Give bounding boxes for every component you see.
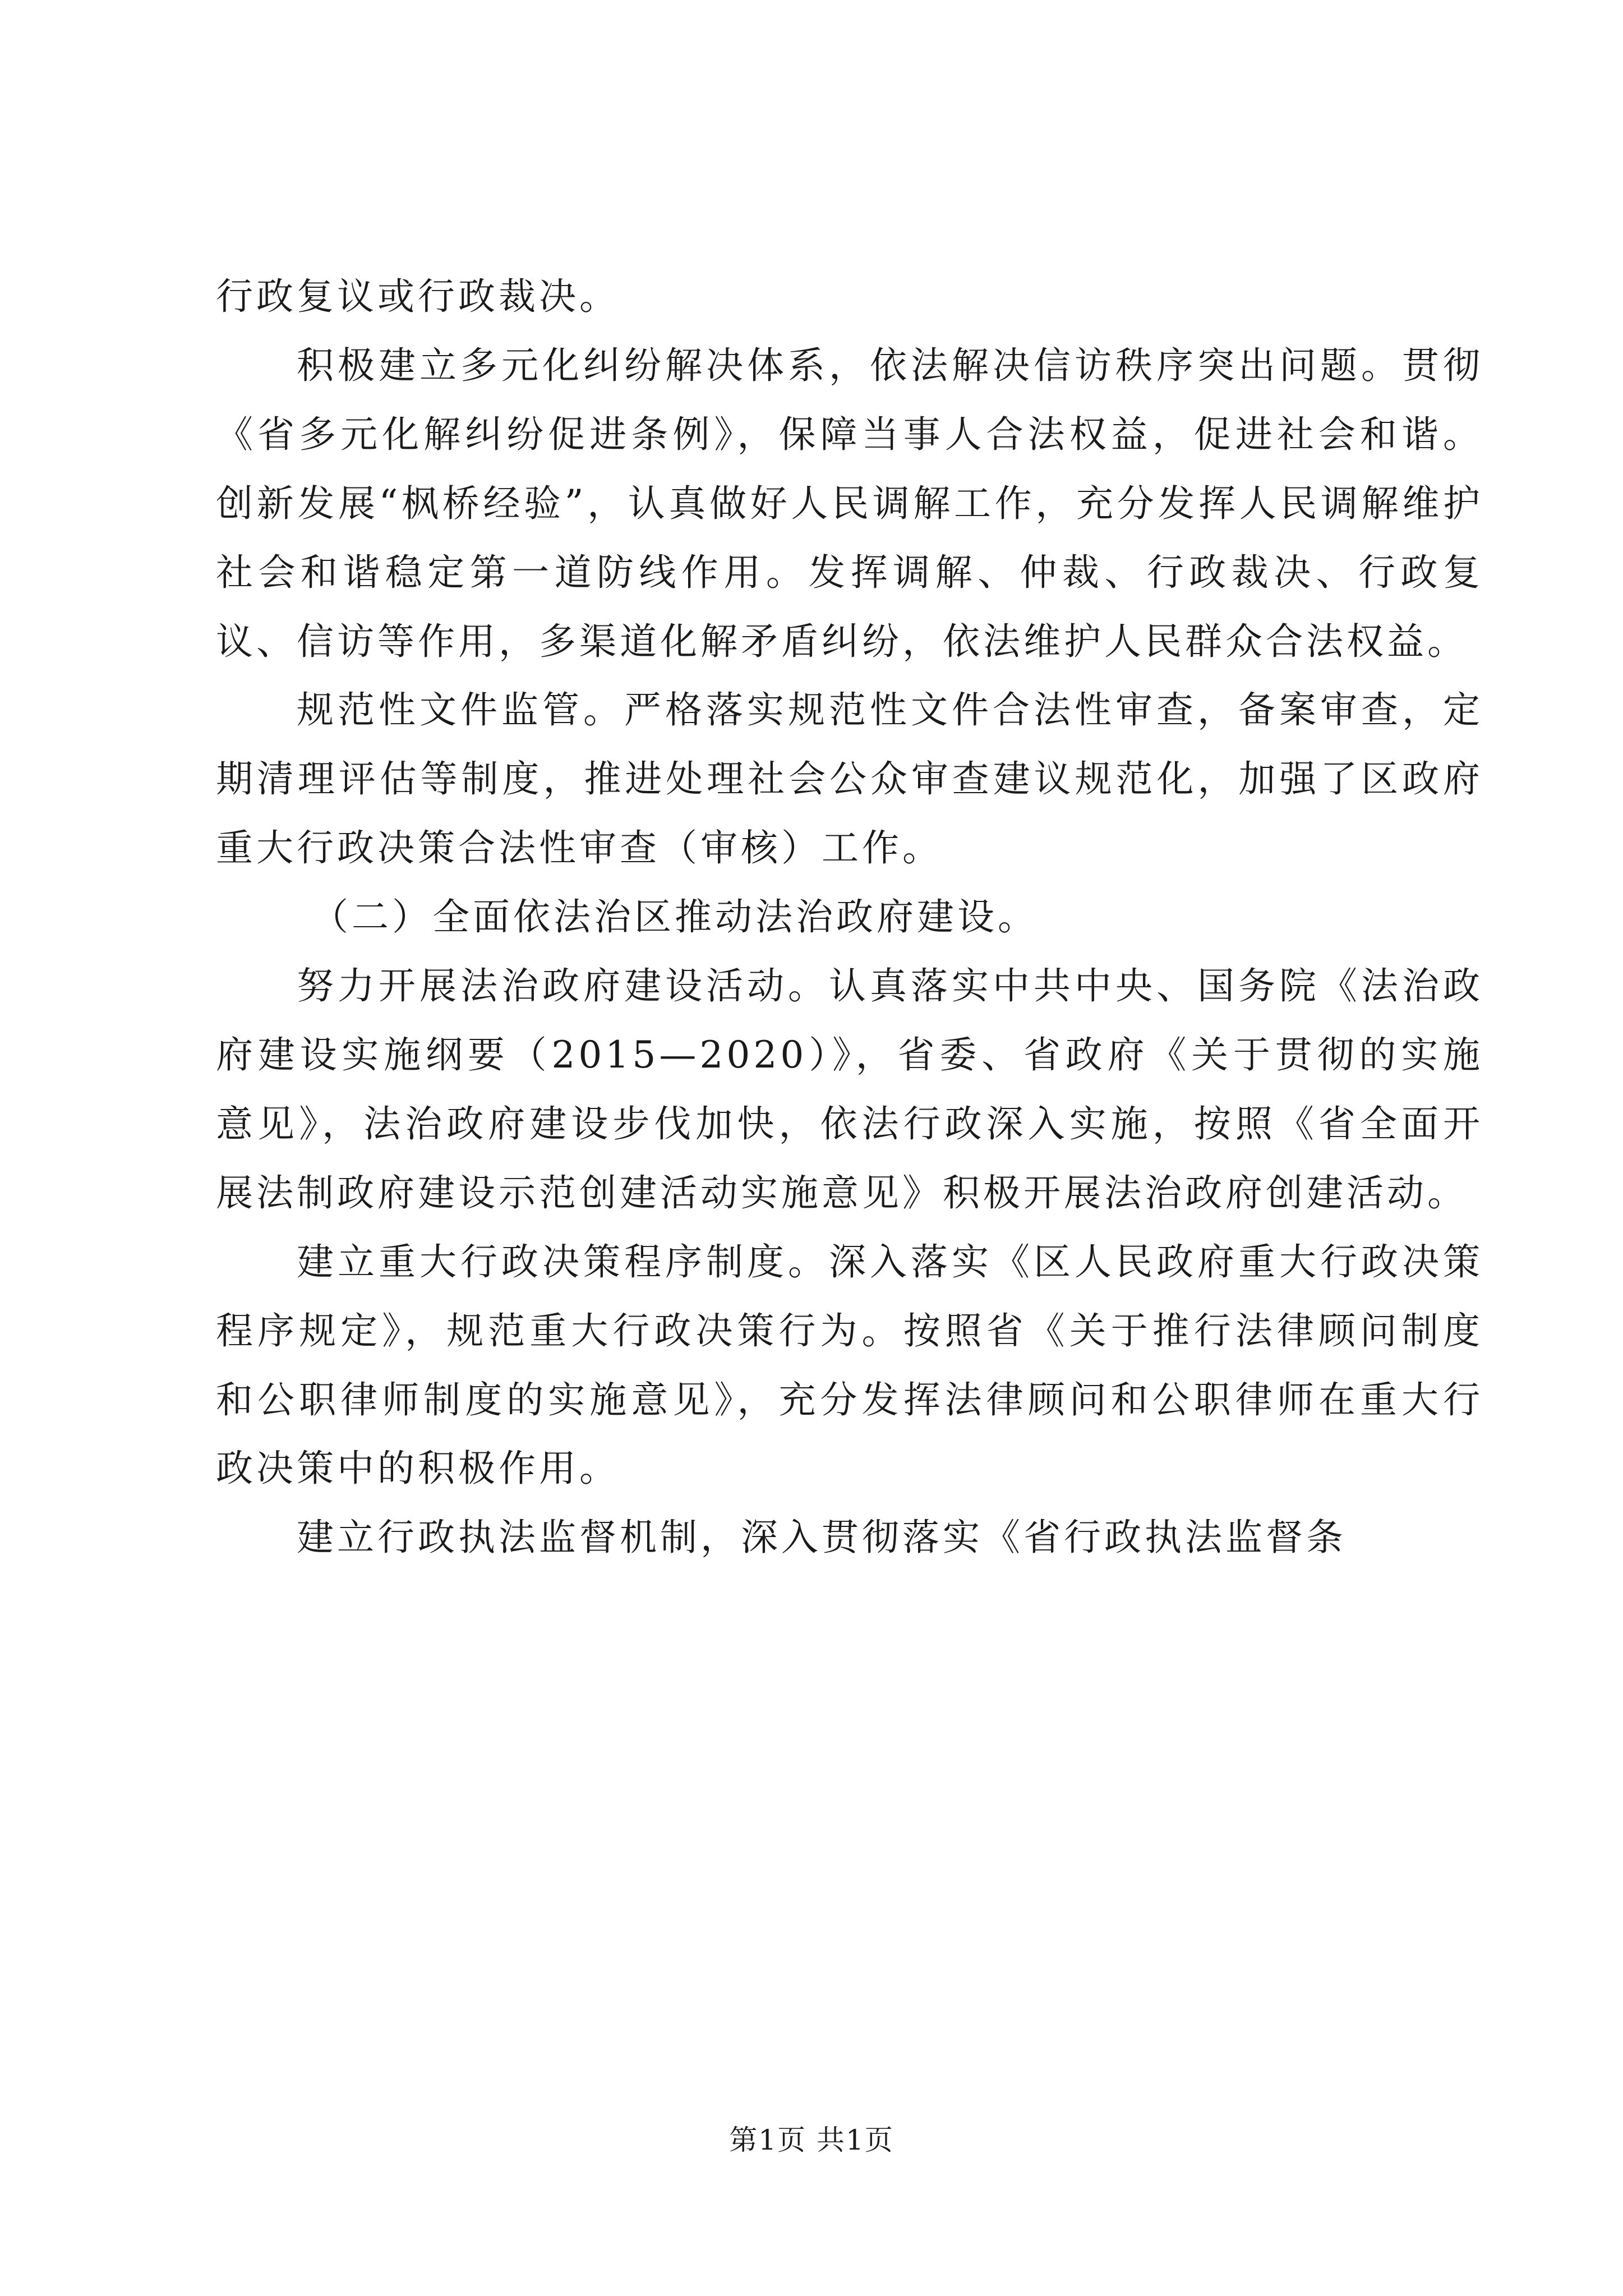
document-body — [216, 263, 1483, 1572]
paragraph-6: 建立行政执法监督机制，深入贯彻落实《省行政执法监督条 — [297, 1516, 1347, 1559]
paragraph-2: 积极建立多元化纠纷解决体系，依法解决信访秩序突出问题。贯彻《省多元化解纠纷促进条例》，保障当事人合法权益，促进社会和谐。创新发展“枫桥经验”，认真做好人民调解工作，充分发挥人民调解维护社会和谐稳定第一道防线作用。发挥调解、仲裁、行政裁决、行政复议、信访等作用，多渠道化解矛盾纠纷，依法维护人民群众合法权益。 — [216, 343, 1483, 663]
section-heading: （二）全面依法治区推动法治政府建设。 — [311, 895, 1038, 939]
paragraph-5: 建立重大行政决策程序制度。深入落实《区人民政府重大行政决策程序规定》，规范重大行政决策行为。按照省《关于推行法律顾问制度和公职律师制度的实施意见》，充分发挥法律顾问和公职律师在重大行政决策中的积极作用。 — [216, 1240, 1483, 1490]
paragraph-1: 行政复议或行政裁决。 — [216, 275, 620, 318]
paragraph-4: 努力开展法治政府建设活动。认真落实中共中央、国务院《法治政府建设实施纲要（2015—2020）》，省委、省政府《关于贯彻的实施意见》，法治政府建设步伐加快，依法行政深入实施，按照《省全面开展法制政府建设示范创建活动实施意见》积极开展法治政府创建活动。 — [216, 964, 1483, 1214]
page-footer: 第1页 共1页 — [729, 2124, 894, 2156]
paragraph-3: 规范性文件监管。严格落实规范性文件合法性审查，备案审查，定期清理评估等制度，推进处理社会公众审查建议规范化，加强了区政府重大行政决策合法性审查（审核）工作。 — [216, 688, 1483, 870]
